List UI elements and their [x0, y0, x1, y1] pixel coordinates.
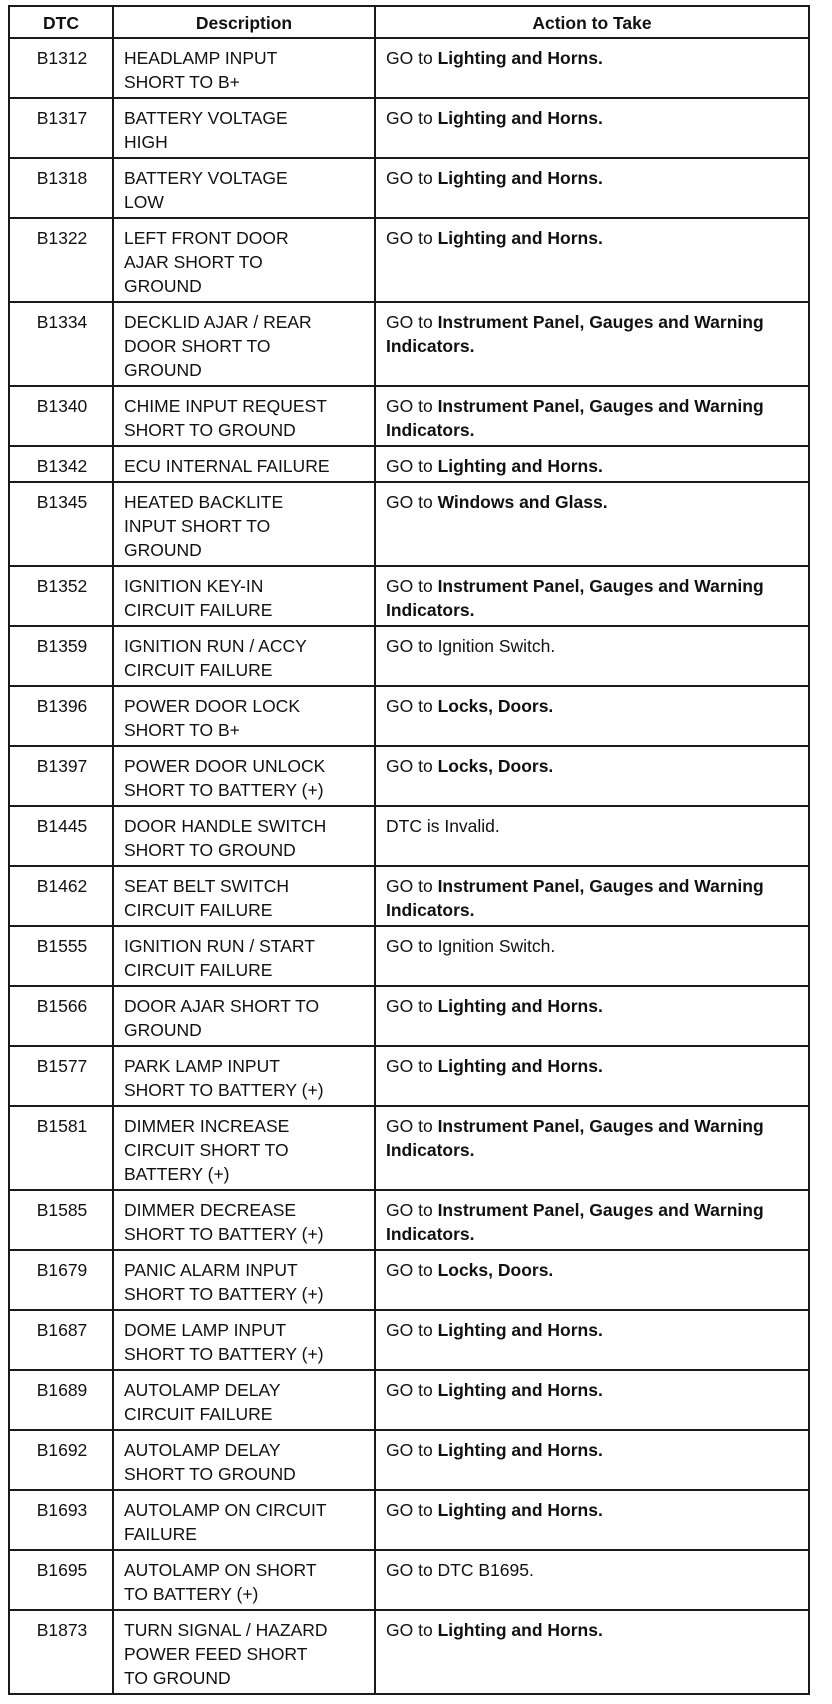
action-go-to: GO to: [386, 1380, 433, 1400]
table-row: [9, 1310, 809, 1370]
action-reference: Lighting and Horns.: [437, 1440, 603, 1460]
action-reference: Lighting and Horns.: [437, 996, 603, 1016]
dtc-description: IGNITION RUN / START CIRCUIT FAILURE: [113, 926, 375, 986]
action-go-to: GO to: [386, 492, 433, 512]
action-go-to: GO to DTC B1695.: [386, 1560, 534, 1580]
dtc-description: POWER DOOR UNLOCK SHORT TO BATTERY (+): [113, 746, 375, 806]
dtc-description: ECU INTERNAL FAILURE: [113, 446, 375, 482]
action-go-to: GO to: [386, 936, 433, 956]
action-go-to: GO to: [386, 312, 433, 332]
action-go-to: GO to: [386, 1116, 433, 1136]
dtc-code: B1359: [9, 626, 113, 686]
dtc-description: SEAT BELT SWITCH CIRCUIT FAILURE: [113, 866, 375, 926]
table-row: [9, 926, 809, 986]
dtc-action: [375, 806, 809, 866]
dtc-action: [375, 566, 809, 626]
dtc-action: [375, 866, 809, 926]
dtc-description: TURN SIGNAL / HAZARD POWER FEED SHORT TO GROUND: [113, 1610, 375, 1694]
table-row: [9, 566, 809, 626]
dtc-description: LEFT FRONT DOOR AJAR SHORT TO GROUND: [113, 218, 375, 302]
action-reference: Instrument Panel, Gauges and Warning Indicators.: [386, 1200, 764, 1244]
action-go-to: GO to: [386, 1320, 433, 1340]
dtc-code: B1585: [9, 1190, 113, 1250]
action-go-to: GO to: [386, 1620, 433, 1640]
dtc-description: CHIME INPUT REQUEST SHORT TO GROUND: [113, 386, 375, 446]
dtc-code: B1397: [9, 746, 113, 806]
dtc-action: [375, 1310, 809, 1370]
dtc-code: B1462: [9, 866, 113, 926]
dtc-description: DIMMER INCREASE CIRCUIT SHORT TO BATTERY (+): [113, 1106, 375, 1190]
dtc-description: BATTERY VOLTAGE HIGH: [113, 98, 375, 158]
dtc-action: [375, 302, 809, 386]
dtc-description: AUTOLAMP DELAY SHORT TO GROUND: [113, 1430, 375, 1490]
header-dtc: DTC: [9, 6, 113, 38]
action-go-to: GO to: [386, 48, 433, 68]
action-reference: Instrument Panel, Gauges and Warning Indicators.: [386, 876, 764, 920]
action-reference: Locks, Doors.: [437, 756, 554, 776]
action-reference: Instrument Panel, Gauges and Warning Indicators.: [386, 576, 764, 620]
action-reference: Lighting and Horns.: [437, 108, 603, 128]
dtc-description: DOME LAMP INPUT SHORT TO BATTERY (+): [113, 1310, 375, 1370]
table-row: [9, 218, 809, 302]
dtc-code: B1322: [9, 218, 113, 302]
dtc-code: B1873: [9, 1610, 113, 1694]
table-row: [9, 386, 809, 446]
table-row: [9, 1046, 809, 1106]
dtc-description: POWER DOOR LOCK SHORT TO B+: [113, 686, 375, 746]
action-reference: Lighting and Horns.: [437, 168, 603, 188]
action-reference: Locks, Doors.: [437, 1260, 554, 1280]
action-reference: Instrument Panel, Gauges and Warning Indicators.: [386, 396, 764, 440]
dtc-code: B1445: [9, 806, 113, 866]
action-reference: Lighting and Horns.: [437, 48, 603, 68]
dtc-action: [375, 386, 809, 446]
dtc-action: [375, 446, 809, 482]
action-reference: Locks, Doors.: [437, 696, 554, 716]
dtc-description: DOOR HANDLE SWITCH SHORT TO GROUND: [113, 806, 375, 866]
dtc-code: B1352: [9, 566, 113, 626]
dtc-action: [375, 1046, 809, 1106]
dtc-description: DECKLID AJAR / REAR DOOR SHORT TO GROUND: [113, 302, 375, 386]
dtc-table-sheet: [8, 5, 808, 1695]
dtc-action: [375, 1106, 809, 1190]
dtc-code: B1577: [9, 1046, 113, 1106]
action-go-to: GO to: [386, 1056, 433, 1076]
action-go-to: GO to: [386, 228, 433, 248]
dtc-action: [375, 1550, 809, 1610]
dtc-description: PARK LAMP INPUT SHORT TO BATTERY (+): [113, 1046, 375, 1106]
dtc-action: [375, 482, 809, 566]
table-row: [9, 1250, 809, 1310]
dtc-code: B1566: [9, 986, 113, 1046]
table-header-row: [9, 6, 809, 38]
action-reference: Ignition Switch.: [437, 936, 556, 956]
dtc-action: [375, 218, 809, 302]
dtc-action: [375, 1190, 809, 1250]
table-row: [9, 1490, 809, 1550]
table-row: [9, 626, 809, 686]
action-reference: Windows and Glass.: [437, 492, 608, 512]
table-row: [9, 302, 809, 386]
dtc-code: B1318: [9, 158, 113, 218]
table-row: [9, 986, 809, 1046]
dtc-action: [375, 926, 809, 986]
table-row: [9, 686, 809, 746]
dtc-action: [375, 1370, 809, 1430]
action-reference: Lighting and Horns.: [437, 1380, 603, 1400]
action-reference: Instrument Panel, Gauges and Warning Indicators.: [386, 312, 764, 356]
table-row: [9, 38, 809, 98]
dtc-description: AUTOLAMP ON SHORT TO BATTERY (+): [113, 1550, 375, 1610]
action-reference: Ignition Switch.: [437, 636, 556, 656]
dtc-code: B1396: [9, 686, 113, 746]
header-description: Description: [113, 6, 375, 38]
dtc-code: B1345: [9, 482, 113, 566]
dtc-code: B1692: [9, 1430, 113, 1490]
action-go-to: GO to: [386, 876, 433, 896]
dtc-code: B1687: [9, 1310, 113, 1370]
dtc-action: [375, 98, 809, 158]
table-row: [9, 746, 809, 806]
action-reference: Lighting and Horns.: [437, 1620, 603, 1640]
table-row: [9, 1610, 809, 1694]
table-row: [9, 1190, 809, 1250]
action-go-to: GO to: [386, 756, 433, 776]
action-go-to: GO to: [386, 1200, 433, 1220]
dtc-description: HEADLAMP INPUT SHORT TO B+: [113, 38, 375, 98]
dtc-code: B1679: [9, 1250, 113, 1310]
table-row: [9, 446, 809, 482]
action-go-to: GO to: [386, 456, 433, 476]
dtc-action: [375, 746, 809, 806]
action-reference: Lighting and Horns.: [437, 1500, 603, 1520]
dtc-code: B1342: [9, 446, 113, 482]
dtc-action: [375, 1490, 809, 1550]
table-row: [9, 1550, 809, 1610]
dtc-description: AUTOLAMP ON CIRCUIT FAILURE: [113, 1490, 375, 1550]
dtc-code: B1317: [9, 98, 113, 158]
dtc-action: [375, 986, 809, 1046]
action-go-to: GO to: [386, 576, 433, 596]
dtc-description: PANIC ALARM INPUT SHORT TO BATTERY (+): [113, 1250, 375, 1310]
table-row: [9, 1430, 809, 1490]
action-go-to: GO to: [386, 1260, 433, 1280]
action-go-to: GO to: [386, 108, 433, 128]
action-go-to: GO to: [386, 1500, 433, 1520]
table-row: [9, 1106, 809, 1190]
dtc-description: IGNITION RUN / ACCY CIRCUIT FAILURE: [113, 626, 375, 686]
table-row: [9, 806, 809, 866]
dtc-action: [375, 1610, 809, 1694]
header-action: Action to Take: [375, 6, 809, 38]
dtc-action: [375, 38, 809, 98]
dtc-description: DIMMER DECREASE SHORT TO BATTERY (+): [113, 1190, 375, 1250]
table-row: [9, 1370, 809, 1430]
dtc-description: HEATED BACKLITE INPUT SHORT TO GROUND: [113, 482, 375, 566]
dtc-code: B1689: [9, 1370, 113, 1430]
table-row: [9, 158, 809, 218]
dtc-code: B1555: [9, 926, 113, 986]
action-go-to: GO to: [386, 636, 433, 656]
dtc-table: [8, 5, 810, 1695]
dtc-description: DOOR AJAR SHORT TO GROUND: [113, 986, 375, 1046]
dtc-action: [375, 158, 809, 218]
action-go-to: GO to: [386, 168, 433, 188]
dtc-code: B1312: [9, 38, 113, 98]
dtc-action: [375, 1250, 809, 1310]
dtc-code: B1334: [9, 302, 113, 386]
action-go-to: DTC is Invalid.: [386, 816, 500, 836]
dtc-description: AUTOLAMP DELAY CIRCUIT FAILURE: [113, 1370, 375, 1430]
action-reference: Instrument Panel, Gauges and Warning Indicators.: [386, 1116, 764, 1160]
action-go-to: GO to: [386, 996, 433, 1016]
action-go-to: GO to: [386, 1440, 433, 1460]
dtc-description: IGNITION KEY-IN CIRCUIT FAILURE: [113, 566, 375, 626]
dtc-description: BATTERY VOLTAGE LOW: [113, 158, 375, 218]
action-reference: Lighting and Horns.: [437, 456, 603, 476]
dtc-code: B1581: [9, 1106, 113, 1190]
action-reference: Lighting and Horns.: [437, 1056, 603, 1076]
dtc-code: B1693: [9, 1490, 113, 1550]
action-reference: Lighting and Horns.: [437, 228, 603, 248]
table-row: [9, 98, 809, 158]
table-body: [9, 38, 809, 1694]
dtc-action: [375, 626, 809, 686]
dtc-action: [375, 1430, 809, 1490]
action-go-to: GO to: [386, 396, 433, 416]
table-row: [9, 866, 809, 926]
dtc-code: B1340: [9, 386, 113, 446]
table-row: [9, 482, 809, 566]
action-go-to: GO to: [386, 696, 433, 716]
dtc-code: B1695: [9, 1550, 113, 1610]
dtc-action: [375, 686, 809, 746]
action-reference: Lighting and Horns.: [437, 1320, 603, 1340]
